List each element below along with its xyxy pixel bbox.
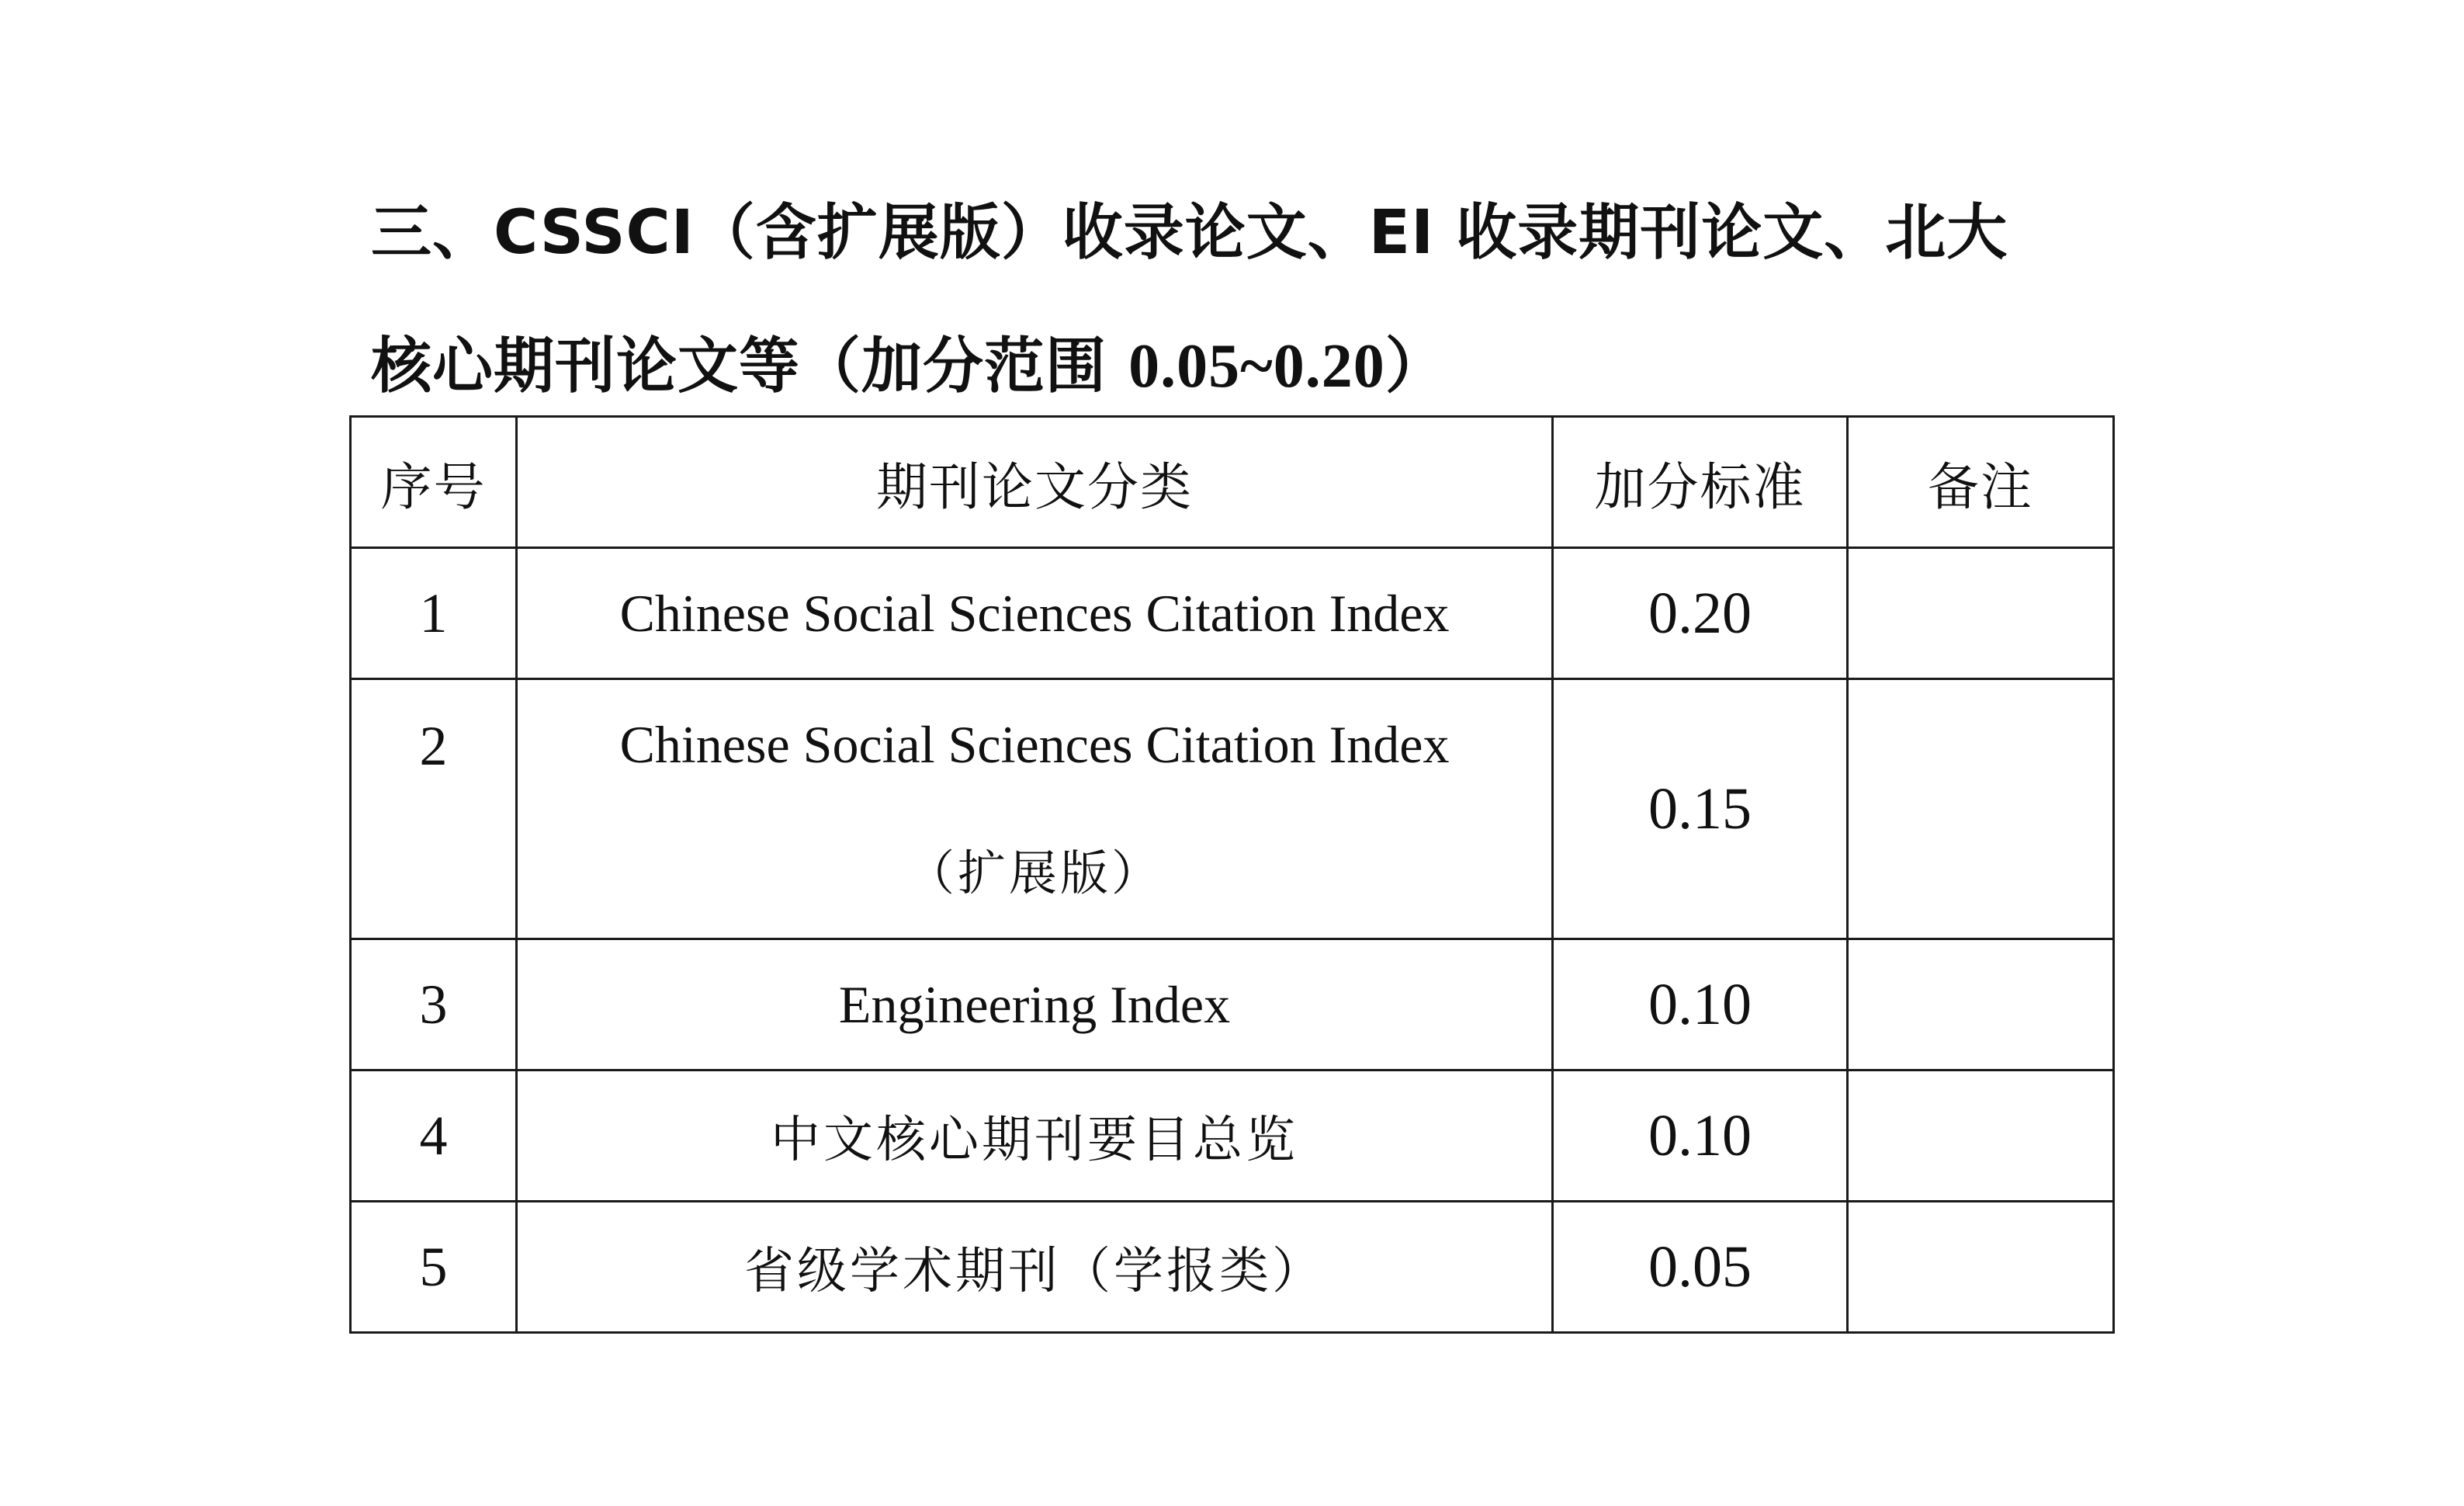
row-category: Engineering Index bbox=[517, 939, 1553, 1071]
row-category: 省级学术期刊（学报类） bbox=[517, 1202, 1553, 1333]
section-heading-line-2-prefix: 核心期刊论文等（加分范围 bbox=[371, 331, 1129, 401]
row-category: Chinese Social Sciences Citation Index bbox=[517, 548, 1553, 679]
table-row bbox=[351, 548, 2114, 679]
row-index: 4 bbox=[351, 1071, 517, 1202]
header-note: 备注 bbox=[1848, 417, 2114, 548]
journal-score-table bbox=[349, 415, 2115, 1334]
row-note bbox=[1848, 1202, 2114, 1333]
table-row bbox=[351, 939, 2114, 1071]
table-header-row bbox=[351, 417, 2114, 548]
table-row bbox=[351, 1202, 2114, 1333]
row-score: 0.10 bbox=[1553, 939, 1848, 1071]
section-heading-line-1: 三、CSSCI（含扩展版）收录论文、EI 收录期刊论文、北大 bbox=[371, 198, 2008, 268]
header-score: 加分标准 bbox=[1553, 417, 1848, 548]
row-score: 0.20 bbox=[1553, 548, 1848, 679]
row-note bbox=[1848, 679, 2114, 939]
table-row bbox=[351, 679, 2114, 939]
row-score: 0.10 bbox=[1553, 1071, 1848, 1202]
section-heading-line-2-suffix: ） bbox=[1384, 331, 1447, 401]
score-range: 0.05~0.20 bbox=[1128, 332, 1385, 401]
row-index: 2 bbox=[351, 679, 517, 939]
row-category: 中文核心期刊要目总览 bbox=[517, 1071, 1553, 1202]
row-index: 5 bbox=[351, 1202, 517, 1333]
row-note bbox=[1848, 939, 2114, 1071]
header-index: 序号 bbox=[351, 417, 517, 548]
header-category: 期刊论文分类 bbox=[517, 417, 1553, 548]
table-row bbox=[351, 1071, 2114, 1202]
row-category-sub: （扩展版） bbox=[906, 845, 1163, 901]
row-index: 1 bbox=[351, 548, 517, 679]
row-category bbox=[517, 679, 1553, 939]
section-heading-line-2 bbox=[371, 300, 2109, 433]
row-category-main: Chinese Social Sciences Citation Index bbox=[619, 715, 1450, 774]
row-score: 0.05 bbox=[1553, 1202, 1848, 1333]
row-note bbox=[1848, 548, 2114, 679]
row-note bbox=[1848, 1071, 2114, 1202]
row-score: 0.15 bbox=[1553, 679, 1848, 939]
row-index: 3 bbox=[351, 939, 517, 1071]
section-heading bbox=[371, 166, 2109, 433]
